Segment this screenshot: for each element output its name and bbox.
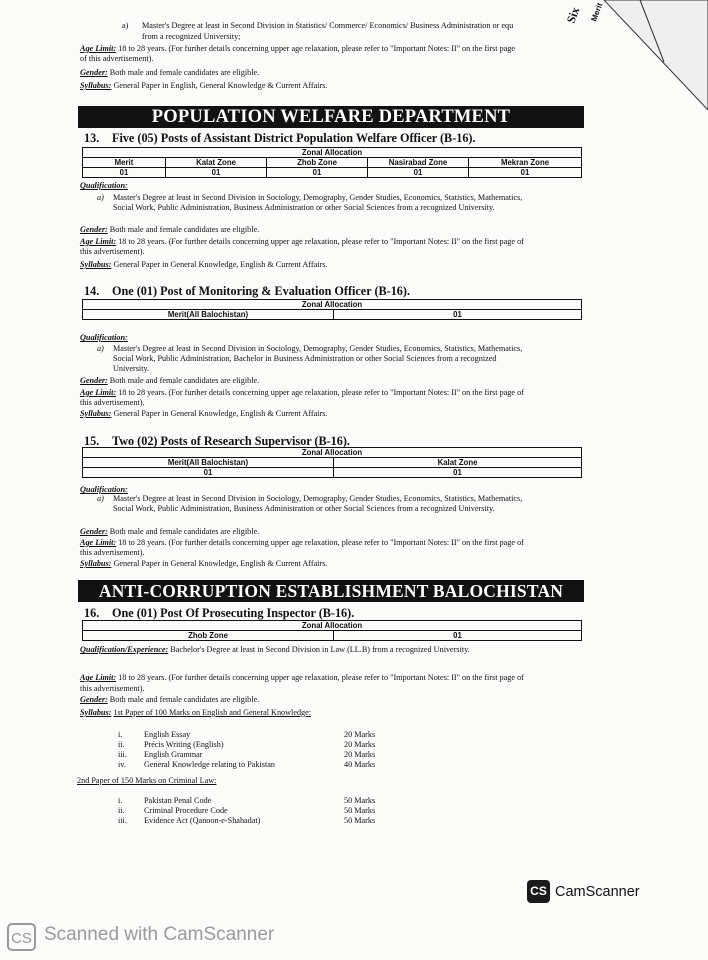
qual-text: Master's Degree at least in Second Division in Sociology, Demography, Gender Studies, Economics, Statistics, Mathematics,: [113, 193, 523, 202]
post-13-qualification-2: Social Work, Public Administration, Business Administration or other Social Sciences from a recognized University.: [113, 203, 495, 212]
post-14-age-limit: Age Limit: 18 to 28 years. (For further details concerning upper age relaxation, please refer to "Important Notes: II" on the first page of: [80, 388, 524, 397]
age-limit-label: Age Limit:: [80, 44, 117, 53]
post-14-syllabus: Syllabus: General Paper in General Knowledge, English & Current Affairs.: [80, 409, 328, 418]
post-13-zonal-table: [82, 147, 582, 178]
post-14-qualification-label: Qualification:: [80, 333, 128, 342]
zone-value: 01: [267, 168, 368, 178]
gender-label: Gender:: [80, 68, 108, 77]
post-15-age-limit-2: this advertisement).: [80, 548, 145, 557]
zone-header: Kalat Zone: [166, 158, 267, 168]
zone-header: Merit: [83, 158, 166, 168]
post-16-title-text: One (01) Post Of Prosecuting Inspector (B-16).: [112, 606, 355, 620]
age-limit-text: 18 to 28 years. (For further details concerning upper age relaxation, please refer to "Important Notes: II" on the first page: [118, 44, 516, 53]
post-15-syllabus: Syllabus: General Paper in General Knowledge, English & Current Affairs.: [80, 559, 328, 568]
post-13-qualification-label: Qualification:: [80, 181, 128, 190]
paper-2-list: [118, 796, 398, 826]
paper-2-row: ii. Criminal Procedure Code 50 Marks: [118, 806, 376, 815]
post-14-title-text: One (01) Post of Monitoring & Evaluation Officer (B-16).: [112, 284, 410, 298]
item-text: Master's Degree at least in Second Division in Statistics/ Commerce/ Economics/ Business Administration or equ: [142, 21, 514, 30]
zone-value: 01: [334, 631, 582, 641]
paper-1-row: iv. General Knowledge relating to Pakistan 40 Marks: [118, 760, 376, 769]
post-13-qualification: [97, 193, 522, 203]
post-15-title-text: Two (02) Posts of Research Supervisor (B-16).: [112, 434, 350, 448]
post-14-zonal-table: [82, 299, 582, 320]
post-13-age-limit-2: this advertisement).: [80, 247, 145, 256]
post-16-title: [84, 606, 354, 621]
paper-1-row: ii. Précis Writing (English) 20 Marks: [118, 740, 376, 749]
post-13-number: 13.: [84, 131, 100, 145]
syllabus-text: General Paper in English, General Knowledge & Current Affairs.: [113, 81, 328, 90]
zonal-allocation-header: Zonal Allocation: [83, 148, 582, 158]
zone-value: 01: [368, 168, 469, 178]
zone-header: Merit(All Balochistan): [83, 458, 334, 468]
section-heading-pwd: POPULATION WELFARE DEPARTMENT: [78, 106, 584, 128]
zone-header: Zhob Zone: [83, 631, 334, 641]
post-15-age-limit: Age Limit: 18 to 28 years. (For further details concerning upper age relaxation, please refer to "Important Notes: II" on the first page of: [80, 538, 524, 547]
post-15-gender: Gender: Both male and female candidates are eligible.: [80, 527, 260, 536]
top-syllabus: [80, 81, 327, 91]
post-16-zonal-table: [82, 620, 582, 641]
zone-value: 01: [334, 468, 582, 478]
top-qualification-2: from a recognized University;: [142, 32, 241, 41]
camscanner-mark: CamScanner: [555, 884, 640, 900]
footer-watermark: Scanned with CamScanner: [44, 924, 275, 945]
top-qualification: [122, 21, 513, 31]
post-13-title-text: Five (05) Posts of Assistant District Population Welfare Officer (B-16).: [112, 131, 476, 145]
top-age-limit-2: of this advertisement).: [80, 54, 154, 63]
post-15-number: 15.: [84, 434, 100, 448]
paper-1-row: iii. English Grammar 20 Marks: [118, 750, 376, 759]
post-13-title: [84, 131, 476, 146]
zone-header: Kalat Zone: [334, 458, 582, 468]
post-14-number: 14.: [84, 284, 100, 298]
post-14-qualification-2: Social Work, Public Administration, Bachelor in Business Administration or other Social Sciences from a recognized: [113, 354, 497, 363]
corner-stamp: [560, 0, 708, 110]
zone-value: 01: [334, 310, 582, 320]
top-age-limit: [80, 44, 515, 54]
corner-six: Six: [563, 5, 583, 26]
zonal-allocation-header: Zonal Allocation: [83, 300, 582, 310]
post-14-gender: Gender: Both male and female candidates are eligible.: [80, 376, 260, 385]
post-16-number: 16.: [84, 606, 100, 620]
post-16-syllabus: Syllabus: 1st Paper of 100 Marks on English and General Knowledge:: [80, 708, 312, 717]
paper-1-list: [118, 730, 398, 770]
footer-camscanner-icon: CS: [7, 923, 36, 951]
post-14-age-limit-2: this advertisement).: [80, 398, 145, 407]
zone-header: Nasirabad Zone: [368, 158, 469, 168]
paper-1-row: i. English Essay 20 Marks: [118, 730, 376, 739]
zone-header: Merit(All Balochistan): [83, 310, 334, 320]
zone-value: 01: [166, 168, 267, 178]
post-13-gender: Gender: Both male and female candidates are eligible.: [80, 225, 260, 234]
syllabus-label: Syllabus:: [80, 81, 112, 90]
post-14-qualification: a) Master's Degree at least in Second Division in Sociology, Demography, Gender Studies, Economics, Statistics, Mathematics,: [97, 344, 523, 353]
post-16-age-limit: Age Limit: 18 to 28 years. (For further details concerning upper age relaxation, please refer to "Important Notes: II" on the first page of: [80, 673, 524, 682]
zone-header: Mekran Zone: [469, 158, 582, 168]
zone-value: 01: [469, 168, 582, 178]
camscanner-logo-icon: CS: [527, 880, 550, 903]
post-13-age-limit: Age Limit: 18 to 28 years. (For further details concerning upper age relaxation, please refer to "Important Notes: II" on the first page of: [80, 237, 524, 246]
post-14-title: [84, 284, 410, 299]
zone-value: 01: [83, 168, 166, 178]
top-gender: [80, 68, 259, 78]
section-heading-ace: ANTI-CORRUPTION ESTABLISHMENT BALOCHISTAN: [78, 580, 584, 602]
qual-marker: a): [97, 193, 104, 202]
paper-2-row: iii. Evidence Act (Qanoon-e-Shahadat) 50 Marks: [118, 816, 376, 825]
gender-text: Both male and female candidates are eligible.: [109, 68, 260, 77]
post-15-zonal-table: [82, 447, 582, 478]
zonal-allocation-header: Zonal Allocation: [83, 448, 582, 458]
paper-2-heading: 2nd Paper of 150 Marks on Criminal Law:: [77, 776, 217, 785]
item-marker: a): [122, 21, 129, 30]
post-16-qualification-experience: Qualification/Experience: Bachelor's Degree at least in Second Division in Law (LL.B) from a recognized University.: [80, 645, 470, 654]
post-15-qualification-2: Social Work, Public Administration, Business Administration or other Social Sciences from a recognized University.: [113, 504, 495, 513]
zone-header: Zhob Zone: [267, 158, 368, 168]
corner-merit: Merit: [589, 1, 605, 23]
zonal-allocation-header: Zonal Allocation: [83, 621, 582, 631]
post-13-syllabus: Syllabus: General Paper in General Knowledge, English & Current Affairs.: [80, 260, 328, 269]
post-16-age-limit-2: this advertisement).: [80, 684, 145, 693]
post-15-qualification-label: Qualification:: [80, 485, 128, 494]
paper-2-row: i. Pakistan Penal Code 50 Marks: [118, 796, 376, 805]
post-16-gender: Gender: Both male and female candidates are eligible.: [80, 695, 260, 704]
post-15-qualification: a) Master's Degree at least in Second Division in Sociology, Demography, Gender Studies, Economics, Statistics, Mathematics,: [97, 494, 523, 503]
post-14-qualification-3: University.: [113, 364, 150, 373]
paper-1-heading: 1st Paper of 100 Marks on English and General Knowledge:: [113, 708, 312, 717]
zone-value: 01: [83, 468, 334, 478]
